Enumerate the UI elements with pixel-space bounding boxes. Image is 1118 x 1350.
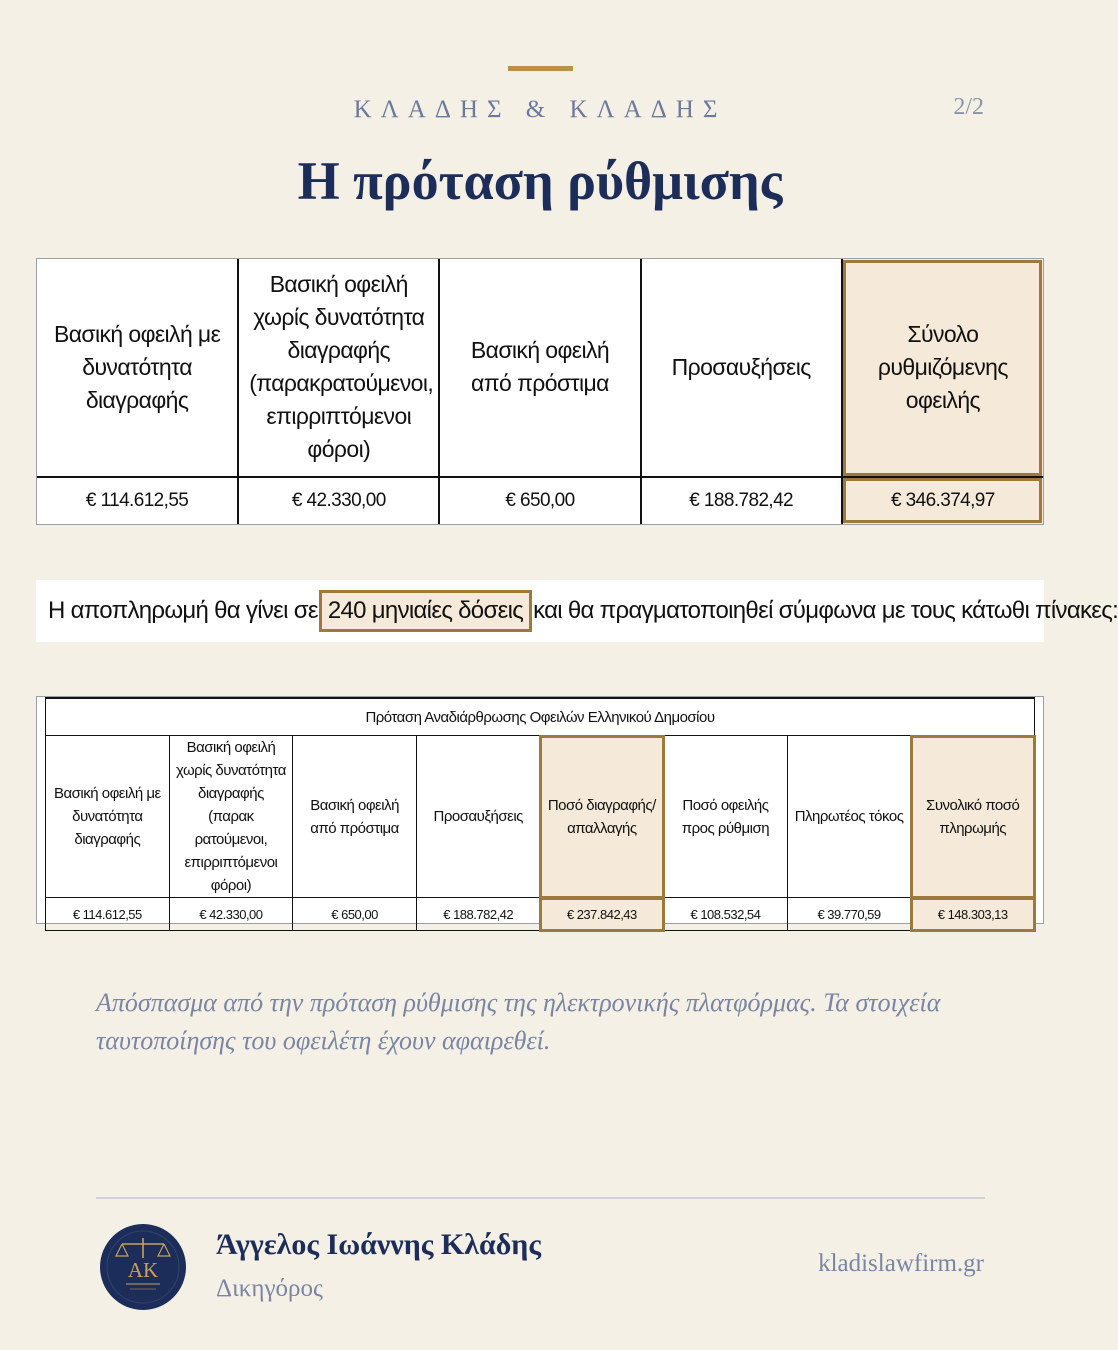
restructuring-value-cell: € 650,00: [293, 898, 417, 931]
brand-name: ΚΛΑΔΗΣ & ΚΛΑΔΗΣ: [353, 96, 727, 123]
restructuring-header-cell: Προσαυξήσεις: [416, 736, 540, 898]
summary-value-cell: € 650,00: [439, 477, 640, 524]
restructuring-header-cell: Πληρωτέος τόκος: [787, 736, 911, 898]
summary-header-cell: Προσαυξήσεις: [641, 259, 842, 477]
restructuring-value-cell: € 188.782,42: [416, 898, 540, 931]
lawyer-role: Δικηγόρος: [216, 1275, 323, 1302]
summary-header-cell: Βασική οφειλή με δυνατότητα διαγραφής: [37, 259, 238, 477]
scales-of-justice-icon: [100, 1224, 186, 1310]
restructuring-value-cell-writeoff: € 237.842,43: [540, 898, 664, 931]
logo-initials: ΑΚ: [127, 1258, 159, 1282]
sentence-before: Η αποπληρωμή θα γίνει σε: [48, 597, 318, 624]
summary-header-cell-total: Σύνολο ρυθμιζόμενης οφειλής: [842, 259, 1043, 477]
summary-header-cell: Βασική οφειλή από πρόστιμα: [439, 259, 640, 477]
source-note: Απόσπασμα από την πρόταση ρύθμισης της ηλεκτρονικής πλατφόρμας. Τα στοιχεία ταυτοποίησης του οφειλέτη έχουν αφαιρεθεί.: [96, 988, 941, 1055]
summary-table: [36, 258, 1044, 525]
law-firm-logo: [100, 1224, 186, 1310]
top-accent-rule: [508, 66, 573, 71]
restructuring-value-cell: € 114.612,55: [46, 898, 170, 931]
restructuring-header-cell-total: Συνολικό ποσό πληρωμής: [911, 736, 1035, 898]
website-link[interactable]: kladislawfirm.gr: [818, 1250, 984, 1277]
summary-value-cell: € 42.330,00: [238, 477, 439, 524]
summary-value-cell-total: € 346.374,97: [842, 477, 1043, 524]
restructuring-header-cell-writeoff: Ποσό διαγραφής/ απαλλαγής: [540, 736, 664, 898]
restructuring-value-cell-total: € 148.303,13: [911, 898, 1035, 931]
restructuring-header-cell: Βασική οφειλή από πρόστιμα: [293, 736, 417, 898]
restructuring-value-cell: € 108.532,54: [664, 898, 788, 931]
restructuring-header-cell: Ποσό οφειλής προς ρύθμιση: [664, 736, 788, 898]
restructuring-header-cell: Βασική οφειλή με δυνατότητα διαγραφής: [46, 736, 170, 898]
summary-value-cell: € 114.612,55: [37, 477, 238, 524]
restructuring-value-cell: € 42.330,00: [169, 898, 293, 931]
summary-value-cell: € 188.782,42: [641, 477, 842, 524]
restructuring-table-caption: Πρόταση Αναδιάρθρωσης Οφειλών Ελληνικού Δημοσίου: [46, 698, 1035, 736]
restructuring-value-cell: € 39.770,59: [787, 898, 911, 931]
restructuring-header-cell: Βασική οφειλή χωρίς δυνατότητα διαγραφής (παρακ ρατούμενοι, επιρριπτόμενοι φόροι): [169, 736, 293, 898]
restructuring-table: [36, 696, 1044, 924]
page-title: Η πρόταση ρύθμισης: [297, 151, 783, 211]
lawyer-name: Άγγελος Ιωάννης Κλάδης: [216, 1228, 541, 1261]
summary-header-cell: Βασική οφειλή χωρίς δυνατότητα διαγραφής (παρακρατούμενοι, επιρριπτόμενοι φόροι): [238, 259, 439, 477]
sentence-highlight: 240 μηνιαίες δόσεις: [319, 590, 532, 632]
installments-sentence: [36, 580, 1118, 642]
sentence-after: και θα πραγματοποιηθεί σύμφωνα με τους κάτωθι πίνακες:: [533, 597, 1118, 624]
page-number: 2/2: [953, 94, 984, 120]
footer-divider: [96, 1197, 985, 1199]
